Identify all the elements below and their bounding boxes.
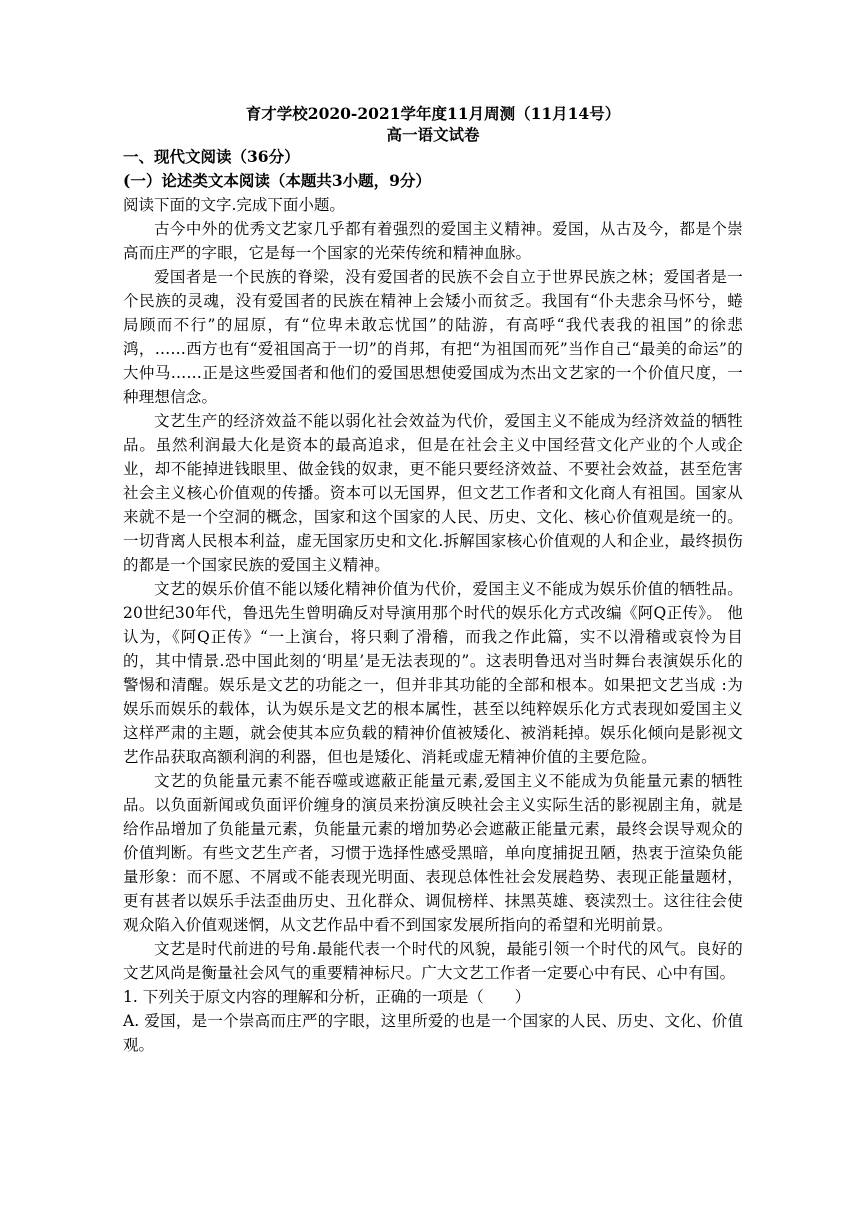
question-1-option-a: A. 爱国，是一个崇高而庄严的字眼，这里所爱的也是一个国家的人民、历史、文化、价值观。: [123, 1012, 743, 1054]
passage-paragraph: 文艺生产的经济效益不能以弱化社会效益为代价，爱国主义不能成为经济效益的牺牲品。虽然利润最大化是资本的最高追求，但是在社会主义中国经营文化产业的个人或企业，却不能掉进钱眼里、做金钱的奴隶，更不能只要经济效益、不要社会效益，甚至危害社会主义核心价值观的传播。资本可以无国界，但文艺工作者和文化商人有祖国。国家从来就不是一个空洞的概念，国家和这个国家的人民、历史、文化、核心价值观是统一的。一切背离人民根本利益，虚无国家历史和文化.拆解国家核心价值观的人和企业，最终损伤的都是一个国家民族的爱国主义精神。: [123, 412, 743, 574]
exam-page: [123, 103, 743, 1057]
passage-paragraph: 文艺是时代前进的号角.最能代表一个时代的风貌，最能引领一个时代的风气。良好的文艺风尚是衡量社会风气的重要精神标尺。广大文艺工作者一定要心中有民、心中有国。: [123, 940, 743, 982]
sub-section-heading: (一）论述类文本阅读（本题共3小题，9分）: [123, 171, 431, 190]
passage-paragraph: 文艺的娱乐价值不能以矮化精神价值为代价，爱国主义不能成为娱乐价值的牺牲品。 20世纪30年代，鲁迅先生曾明确反对导演用那个时代的娱乐化方式改编《阿Q正传》。 他认为，《阿Q正传》“一上演台，将只剩了滑稽，而我之作此篇，实不以滑稽或哀怜为目的，其中情景.恐中国此刻的‘明星’是无法表现的”。这表明鲁迅对当时舞台表演娱乐化的警惕和清醒。娱乐是文艺的功能之一，但并非其功能的全部和根本。如果把文艺当成 :为娱乐而娱乐的载体，认为娱乐是文艺的根本属性，甚至以纯粹娱乐化方式表现如爱国主义这样严肃的主题，就会使其本应负载的精神价值被矮化、被消耗掉。娱乐化倾向是影视文艺作品获取高额利润的利器，但也是矮化、消耗或虚无精神价值的主要危险。: [123, 580, 743, 766]
passage-paragraph: 爱国者是一个民族的脊梁，没有爱国者的民族不会自立于世界民族之林；爱国者是一个民族的灵魂，没有爱国者的民族在精神上会矮小而贫乏。我国有“仆夫悲余马怀兮，蜷局顾而不行”的屈原，有“位卑未敢忘忧国”的陆游，有高呼“我代表我的祖国”的徐悲鸿，……西方也有“爱祖国高于一切”的肖邦，有把“为祖国而死”当作自己“最美的命运”的大仲马……正是这些爱国者和他们的爱国思想使爱国成为杰出文艺家的一个价值尺度，一种理想信念。: [123, 268, 743, 406]
section-heading: 一、现代文阅读（36分）: [123, 147, 300, 166]
exam-title-line2: 高一语文试卷: [386, 125, 480, 144]
exam-title-line1: 育才学校2020-2021学年度11月周测（11月14号）: [245, 104, 621, 123]
reading-passage: [123, 217, 743, 985]
question-1-stem: 1. 下列关于原文内容的理解和分析，正确的一项是（ ）: [123, 988, 531, 1006]
passage-paragraph: 文艺的负能量元素不能吞噬或遮蔽正能量元素,爱国主义不能成为负能量元素的牺牲品。以负面新闻或负面评价缠身的演员来扮演反映社会主义实际生活的影视剧主角，就是给作品增加了负能量元素，负能量元素的增加势必会遮蔽正能量元素，最终会误导观众的价值判断。有些文艺生产者，习惯于选择性感受黑暗，单向度捕捉丑陋，热衷于渲染负能量形象：而不愿、不屑或不能表现光明面、表现总体性社会发展趋势、表现正能量题材，更有甚者以娱乐手法歪曲历史、丑化群众、调侃榜样、抹黑英雄、亵渎烈士。这往往会使观众陷入价值观迷惘，从文艺作品中看不到国家发展所指向的希望和光明前景。: [123, 772, 743, 934]
reading-instruction: 阅读下面的文字.完成下面小题。: [123, 196, 345, 214]
passage-paragraph: 古今中外的优秀文艺家几乎都有着强烈的爱国主义精神。爱国，从古及今，都是个崇高而庄严的字眼，它是每一个国家的光荣传统和精神血脉。: [123, 220, 743, 262]
